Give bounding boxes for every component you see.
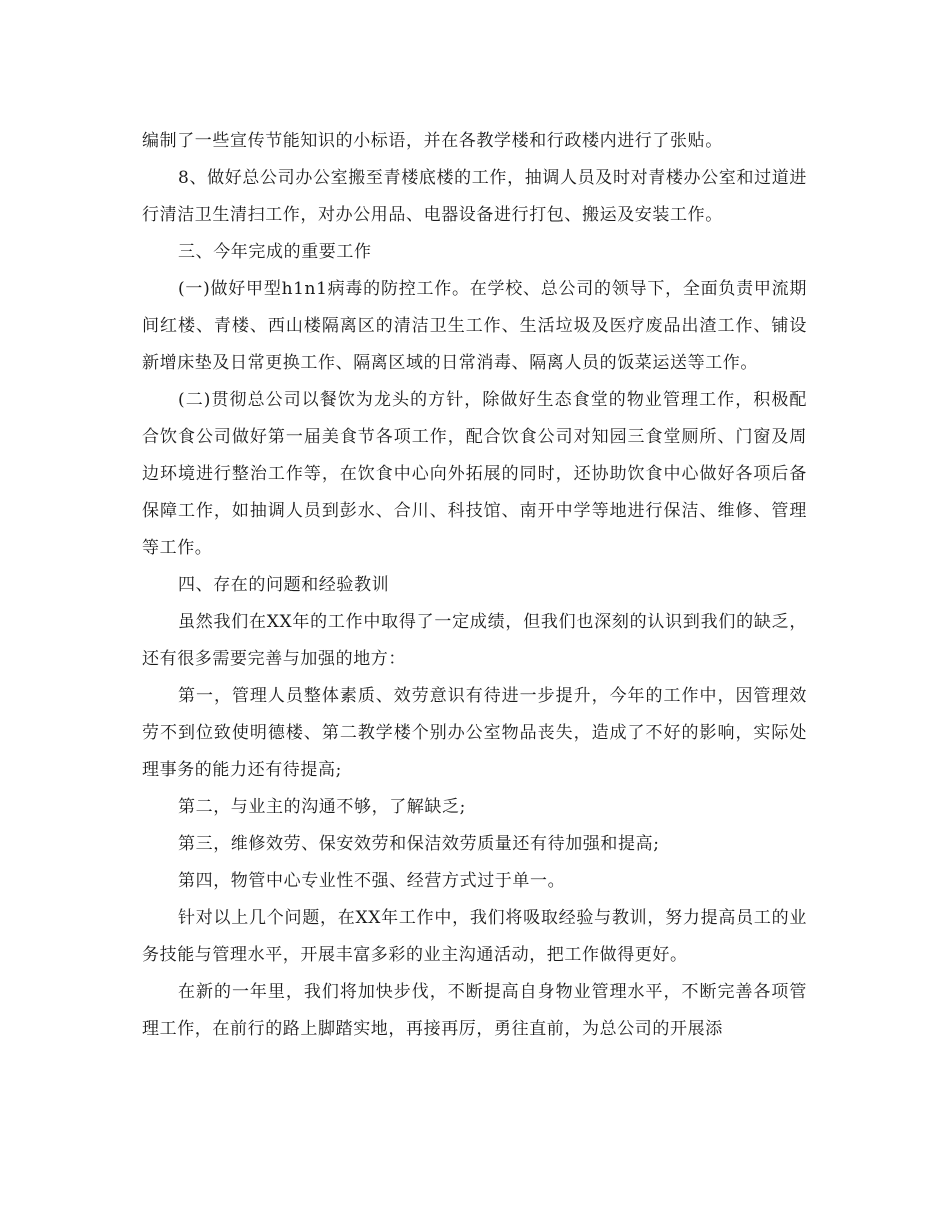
paragraph-new-year-outlook: 在新的一年里，我们将加快步伐，不断提高自身物业管理水平，不断完善各项管理工作，在前行的路上脚踏实地，再接再厉，勇往直前，为总公司的开展添 <box>142 982 807 1039</box>
document-body <box>142 123 807 1048</box>
section-heading-3: 三、今年完成的重要工作 <box>178 242 372 262</box>
paragraph-continuation: 编制了一些宣传节能知识的小标语，并在各教学楼和行政楼内进行了张贴。 <box>142 131 723 151</box>
paragraph-catering-support: (二)贯彻总公司以餐饮为龙头的方针，除做好生态食堂的物业管理工作，积极配合饮食公司做好第一届美食节各项工作，配合饮食公司对知园三食堂厕所、门窗及周边环境进行整治工作等，在饮食中心向外拓展的同时，还协助饮食中心做好各项后备保障工作，如抽调人员到彭水、合川、科技馆、南开中学等地进行保洁、维修、管理等工作。 <box>142 390 807 558</box>
paragraph-issue-2: 第二，与业主的沟通不够，了解缺乏; <box>178 797 466 817</box>
paragraph-h1n1-prevention: (一)做好甲型h1n1病毒的防控工作。在学校、总公司的领导下，全面负责甲流期间红楼、青楼、西山楼隔离区的清洁卫生工作、生活垃圾及医疗废品出渣工作、铺设新增床垫及日常更换工作、隔离区域的日常消毒、隔离人员的饭菜运送等工作。 <box>142 279 807 373</box>
paragraph-improvement-plan: 针对以上几个问题，在XX年工作中，我们将吸取经验与教训，努力提高员工的业务技能与管理水平，开展丰富多彩的业主沟通活动，把工作做得更好。 <box>142 908 807 965</box>
paragraph-issue-3: 第三，维修效劳、保安效劳和保洁效劳质量还有待加强和提高; <box>178 834 660 854</box>
section-heading-4: 四、存在的问题和经验教训 <box>178 575 390 595</box>
paragraph-shortcomings-intro: 虽然我们在XX年的工作中取得了一定成绩，但我们也深刻的认识到我们的缺乏，还有很多需要完善与加强的地方： <box>142 612 807 669</box>
paragraph-issue-1: 第一，管理人员整体素质、效劳意识有待进一步提升，今年的工作中，因管理效劳不到位致使明德楼、第二教学楼个别办公室物品丧失，造成了不好的影响，实际处理事务的能力还有待提高; <box>142 686 807 780</box>
paragraph-item-8: 8、做好总公司办公室搬至青楼底楼的工作，抽调人员及时对青楼办公室和过道进行清洁卫生清扫工作，对办公用品、电器设备进行打包、搬运及安装工作。 <box>142 168 807 225</box>
paragraph-issue-4: 第四，物管中心专业性不强、经营方式过于单一。 <box>178 871 566 891</box>
